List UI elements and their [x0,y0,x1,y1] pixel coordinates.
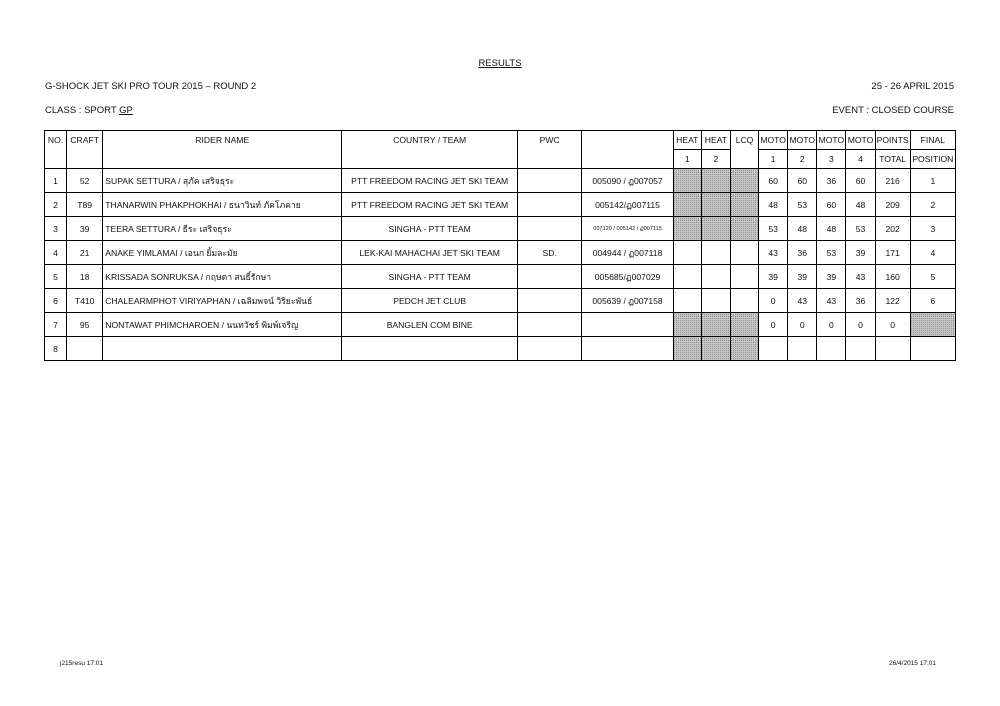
class-value: GP [119,105,133,116]
header-no: NO. [45,131,67,150]
header-moto-1-num: 1 [759,150,788,169]
cell-reg [582,313,673,337]
cell-craft: 39 [67,217,103,241]
cell-craft: 18 [67,265,103,289]
header-country-sub [342,150,518,169]
cell-moto-1: 0 [759,313,788,337]
cell-no: 4 [45,241,67,265]
cell-reg: 005142/ฏ007115 [582,193,673,217]
cell-pwc [518,193,582,217]
cell-final-position: 2 [910,193,955,217]
cell-moto-2: 43 [788,289,817,313]
results-body [45,169,956,361]
class-label: CLASS : SPORT [45,105,117,116]
header-moto-2: MOTO [788,131,817,150]
header-country: COUNTRY / TEAM [342,131,518,150]
cell-final-position: 6 [910,289,955,313]
cell-craft: 21 [67,241,103,265]
header-reg-sub [582,150,673,169]
cell-heat-2 [701,265,730,289]
cell-moto-4: 39 [846,241,875,265]
cell-no: 8 [45,337,67,361]
cell-moto-3: 0 [817,313,846,337]
cell-moto-1: 0 [759,289,788,313]
event-type: EVENT : CLOSED COURSE [832,105,954,116]
cell-final-position [910,313,955,337]
results-table [44,130,956,361]
header-moto-3-num: 3 [817,150,846,169]
cell-moto-2: 36 [788,241,817,265]
cell-reg: 005090 / ฏ007057 [582,169,673,193]
cell-team: SINGHA - PTT TEAM [342,217,518,241]
header-position: POSITION [910,150,955,169]
table-row [45,169,956,193]
cell-lcq [730,289,758,313]
cell-moto-3: 39 [817,265,846,289]
cell-moto-4 [846,337,875,361]
cell-reg: 004944 / ฏ007118 [582,241,673,265]
header-row-top [45,131,956,150]
cell-no: 7 [45,313,67,337]
cell-final-position: 4 [910,241,955,265]
header-heat-1: HEAT [673,131,701,150]
cell-moto-4: 53 [846,217,875,241]
cell-heat-2 [701,241,730,265]
header-moto-1: MOTO [759,131,788,150]
header-craft: CRAFT [67,131,103,150]
cell-heat-1 [673,193,701,217]
cell-lcq [730,313,758,337]
cell-rider: THANARWIN PHAKPHOKHAI / ธนาวินท์ ภัคโภคาย [103,193,342,217]
cell-total: 122 [875,289,910,313]
cell-moto-1: 43 [759,241,788,265]
cell-heat-2 [701,193,730,217]
cell-moto-4: 36 [846,289,875,313]
cell-pwc: SD. [518,241,582,265]
event-name: G-SHOCK JET SKI PRO TOUR 2015 – ROUND 2 [45,81,257,92]
cell-moto-1: 39 [759,265,788,289]
cell-reg: 005685/ฏ007029 [582,265,673,289]
header-points: POINTS [875,131,910,150]
header-no-sub [45,150,67,169]
cell-total: 202 [875,217,910,241]
cell-moto-1: 53 [759,217,788,241]
cell-craft [67,337,103,361]
cell-moto-2: 53 [788,193,817,217]
cell-craft: T89 [67,193,103,217]
cell-final-position: 1 [910,169,955,193]
cell-heat-1 [673,265,701,289]
cell-lcq [730,193,758,217]
cell-reg: 007120 / 005142 / ฏ007115 [582,217,673,241]
cell-team: BANGLEN COM BINE [342,313,518,337]
cell-no: 6 [45,289,67,313]
cell-team: LEK-KAI MAHACHAI JET SKI TEAM [342,241,518,265]
cell-total: 0 [875,313,910,337]
table-row [45,337,956,361]
cell-lcq [730,241,758,265]
class-line [45,105,133,116]
cell-heat-2 [701,169,730,193]
cell-moto-4: 48 [846,193,875,217]
cell-heat-1 [673,169,701,193]
cell-moto-4: 0 [846,313,875,337]
cell-total: 160 [875,265,910,289]
header-row-bottom [45,150,956,169]
cell-moto-2: 60 [788,169,817,193]
event-date: 25 - 26 APRIL 2015 [871,81,954,92]
cell-heat-2 [701,313,730,337]
header-moto-4: MOTO [846,131,875,150]
cell-moto-1: 48 [759,193,788,217]
cell-heat-1 [673,241,701,265]
cell-team: PTT FREEDOM RACING JET SKI TEAM [342,193,518,217]
header-moto-4-num: 4 [846,150,875,169]
cell-heat-2 [701,337,730,361]
cell-heat-2 [701,217,730,241]
cell-moto-3: 48 [817,217,846,241]
header-final: FINAL [910,131,955,150]
cell-reg [582,337,673,361]
table-row [45,265,956,289]
cell-rider: SUPAK SETTURA / สุภัค เสริจธุระ [103,169,342,193]
table-row [45,217,956,241]
cell-team [342,337,518,361]
cell-total [875,337,910,361]
cell-total: 171 [875,241,910,265]
cell-moto-4: 60 [846,169,875,193]
table-row [45,241,956,265]
header-pwc: PWC [518,131,582,150]
cell-pwc [518,337,582,361]
cell-heat-2 [701,289,730,313]
header-heat-2: HEAT [701,131,730,150]
header-heat-2-num: 2 [701,150,730,169]
header-reg [582,131,673,150]
cell-no: 1 [45,169,67,193]
cell-moto-3: 43 [817,289,846,313]
cell-moto-3: 53 [817,241,846,265]
cell-pwc [518,313,582,337]
cell-craft: T410 [67,289,103,313]
cell-pwc [518,289,582,313]
cell-rider: ANAKE YIMLAMAI / เอนก ยิ้มละมัย [103,241,342,265]
cell-team: PTT FREEDOM RACING JET SKI TEAM [342,169,518,193]
cell-pwc [518,265,582,289]
cell-moto-2: 0 [788,313,817,337]
header-lcq: LCQ [730,131,758,150]
footer-file-stamp: j215resu 17:01 [60,660,104,667]
cell-moto-2 [788,337,817,361]
header-lcq-sub [730,150,758,169]
cell-no: 2 [45,193,67,217]
header-moto-2-num: 2 [788,150,817,169]
header-heat-1-num: 1 [673,150,701,169]
cell-total: 216 [875,169,910,193]
header-rider-sub [103,150,342,169]
cell-pwc [518,169,582,193]
header-moto-3: MOTO [817,131,846,150]
cell-team: PEDCH JET CLUB [342,289,518,313]
cell-lcq [730,265,758,289]
cell-no: 5 [45,265,67,289]
document-title: RESULTS [478,58,522,69]
cell-final-position: 5 [910,265,955,289]
cell-rider [103,337,342,361]
header-craft-sub [67,150,103,169]
cell-rider: NONTAWAT PHIMCHAROEN / นนทวัชร์ พิมพ์เจริญ [103,313,342,337]
footer-date-stamp: 26/4/2015 17:01 [889,660,936,667]
header-pwc-sub [518,150,582,169]
cell-rider: KRISSADA SONRUKSA / กฤษดา สนธิ์รักษา [103,265,342,289]
cell-craft: 52 [67,169,103,193]
cell-team: SINGHA - PTT TEAM [342,265,518,289]
header-total: TOTAL [875,150,910,169]
cell-moto-3: 60 [817,193,846,217]
cell-pwc [518,217,582,241]
cell-rider: TEERA SETTURA / ธีระ เสริจธุระ [103,217,342,241]
cell-lcq [730,217,758,241]
cell-heat-1 [673,337,701,361]
cell-moto-1 [759,337,788,361]
cell-moto-3 [817,337,846,361]
cell-moto-4: 43 [846,265,875,289]
cell-final-position: 3 [910,217,955,241]
cell-moto-3: 36 [817,169,846,193]
cell-moto-1: 60 [759,169,788,193]
cell-lcq [730,337,758,361]
cell-moto-2: 39 [788,265,817,289]
cell-reg: 005639 / ฏ007158 [582,289,673,313]
cell-rider: CHALEARMPHOT VIRIYAPHAN / เฉลิมพจน์ วิริยะพันธ์ [103,289,342,313]
table-row [45,313,956,337]
cell-final-position [910,337,955,361]
header-rider: RIDER NAME [103,131,342,150]
cell-total: 209 [875,193,910,217]
cell-craft: 95 [67,313,103,337]
cell-heat-1 [673,313,701,337]
cell-heat-1 [673,289,701,313]
cell-lcq [730,169,758,193]
table-row [45,193,956,217]
cell-moto-2: 48 [788,217,817,241]
table-row [45,289,956,313]
cell-no: 3 [45,217,67,241]
cell-heat-1 [673,217,701,241]
